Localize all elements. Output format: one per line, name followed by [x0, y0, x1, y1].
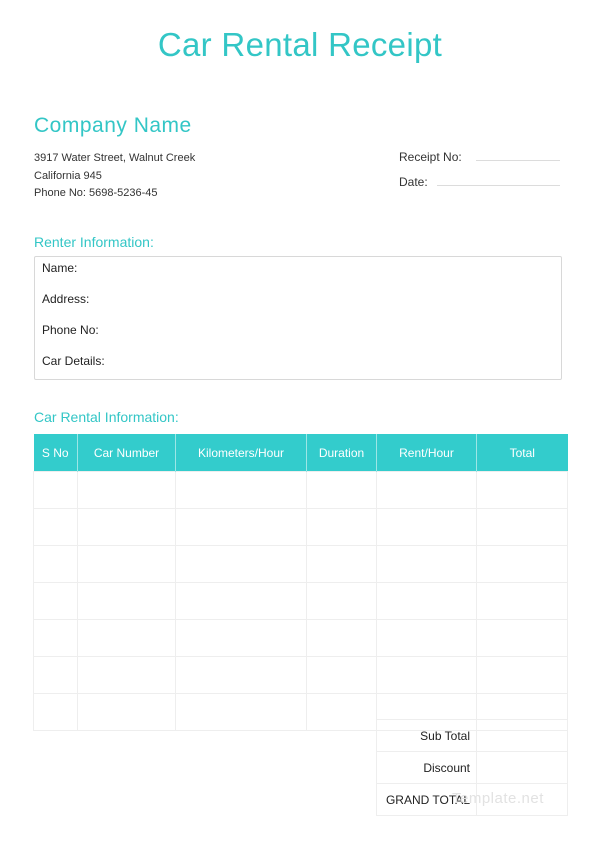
table-cell[interactable] — [78, 583, 176, 620]
table-cell[interactable] — [307, 583, 377, 620]
table-cell[interactable] — [307, 694, 377, 731]
table-cell[interactable] — [477, 509, 568, 546]
table-cell[interactable] — [307, 472, 377, 509]
rental-heading: Car Rental Information: — [34, 409, 179, 425]
col-header-duration: Duration — [307, 434, 377, 472]
date-field[interactable] — [437, 185, 560, 186]
table-cell[interactable] — [176, 620, 307, 657]
table-cell[interactable] — [34, 546, 78, 583]
renter-heading: Renter Information: — [34, 234, 154, 250]
discount-value[interactable] — [477, 752, 568, 784]
rental-body — [34, 472, 568, 731]
col-header-km-hour: Kilometers/Hour — [176, 434, 307, 472]
renter-box — [34, 256, 562, 380]
table-row — [34, 583, 568, 620]
renter-car-details-label: Car Details: — [42, 354, 105, 368]
document-title: Car Rental Receipt — [157, 26, 443, 63]
table-cell[interactable] — [377, 472, 477, 509]
table-cell[interactable] — [377, 583, 477, 620]
table-cell[interactable] — [78, 694, 176, 731]
table-cell[interactable] — [477, 583, 568, 620]
table-cell[interactable] — [477, 546, 568, 583]
table-cell[interactable] — [307, 546, 377, 583]
table-cell[interactable] — [34, 694, 78, 731]
table-row — [34, 546, 568, 583]
table-cell[interactable] — [176, 509, 307, 546]
table-cell[interactable] — [377, 657, 477, 694]
table-cell[interactable] — [377, 546, 477, 583]
table-cell[interactable] — [34, 509, 78, 546]
table-cell[interactable] — [307, 509, 377, 546]
table-cell[interactable] — [176, 472, 307, 509]
table-cell[interactable] — [377, 620, 477, 657]
col-header-total: Total — [477, 434, 568, 472]
table-cell[interactable] — [78, 472, 176, 509]
renter-address-label: Address: — [42, 292, 90, 306]
table-cell[interactable] — [377, 509, 477, 546]
company-address-line1: 3917 Water Street, Walnut Creek — [34, 152, 196, 164]
table-cell[interactable] — [78, 546, 176, 583]
summary-row — [377, 752, 568, 784]
company-phone: Phone No: 5698-5236-45 — [34, 187, 158, 199]
table-cell[interactable] — [307, 620, 377, 657]
date-label: Date: — [399, 175, 428, 189]
table-cell[interactable] — [477, 657, 568, 694]
table-cell[interactable] — [477, 620, 568, 657]
watermark: Template.net — [452, 790, 544, 807]
table-row — [34, 472, 568, 509]
table-cell[interactable] — [34, 583, 78, 620]
sub-total-value[interactable] — [477, 720, 568, 752]
table-cell[interactable] — [176, 657, 307, 694]
renter-name-label: Name: — [42, 261, 78, 275]
summary-row — [377, 720, 568, 752]
company-address-line2: California 945 — [34, 170, 102, 182]
receipt-no-field[interactable] — [476, 160, 560, 161]
table-row — [34, 620, 568, 657]
col-header-rent-hour: Rent/Hour — [377, 434, 477, 472]
table-row — [34, 657, 568, 694]
table-cell[interactable] — [307, 657, 377, 694]
table-cell[interactable] — [78, 620, 176, 657]
table-cell[interactable] — [176, 546, 307, 583]
table-cell[interactable] — [78, 509, 176, 546]
renter-phone-label: Phone No: — [42, 323, 99, 337]
rental-table — [33, 434, 568, 731]
table-cell[interactable] — [34, 657, 78, 694]
table-cell[interactable] — [78, 657, 176, 694]
table-cell[interactable] — [176, 694, 307, 731]
grand-total-label: GRAND TOTAL — [377, 784, 477, 816]
table-cell[interactable] — [477, 472, 568, 509]
sub-total-label: Sub Total — [377, 720, 477, 752]
table-row — [34, 509, 568, 546]
rental-header-row — [34, 434, 568, 472]
col-header-car-number: Car Number — [78, 434, 176, 472]
table-cell[interactable] — [176, 583, 307, 620]
discount-label: Discount — [377, 752, 477, 784]
col-header-sno: S No — [34, 434, 78, 472]
table-cell[interactable] — [34, 620, 78, 657]
receipt-no-label: Receipt No: — [399, 150, 462, 164]
table-cell[interactable] — [34, 472, 78, 509]
company-name: Company Name — [34, 114, 192, 137]
